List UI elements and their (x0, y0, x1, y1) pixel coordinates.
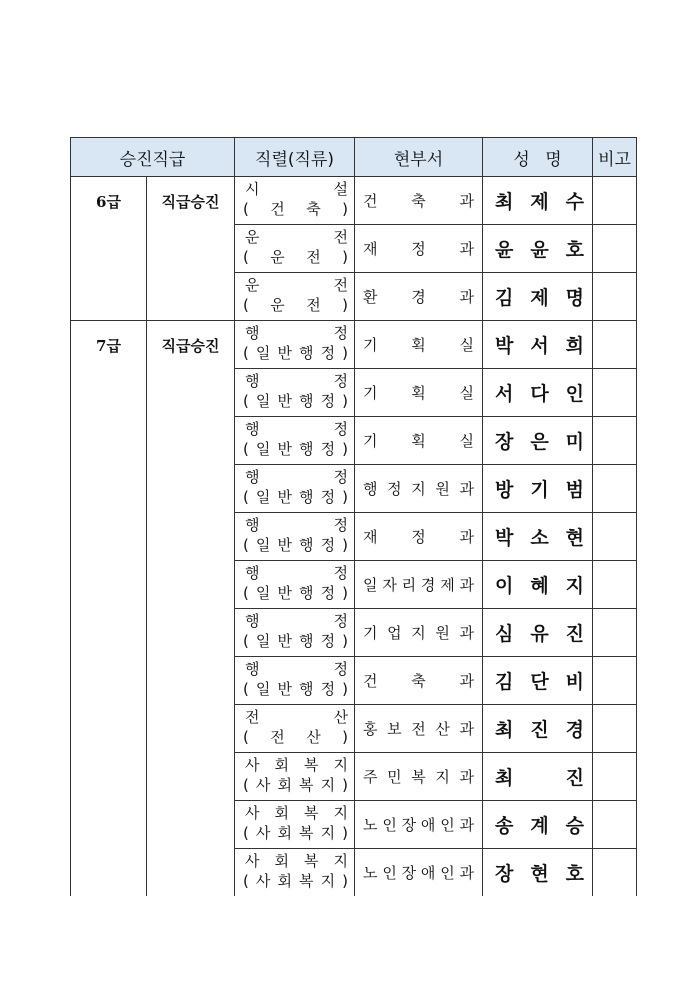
department-cell: 기 업 지 원 과 (355, 609, 483, 657)
series-cell (235, 465, 355, 513)
person-name-cell: 윤 윤 호 (483, 225, 593, 273)
header-note: 비고 (593, 138, 637, 177)
series-cell (235, 849, 355, 897)
department-cell: 환 경 과 (355, 273, 483, 321)
series-name: 행 정 (245, 660, 349, 678)
series-cell (235, 705, 355, 753)
series-name: 행 정 (245, 324, 349, 342)
series-subclass: ( 사 회 복 지 ) (243, 824, 349, 842)
grade-cell: 7급 (71, 321, 147, 897)
note-cell (593, 609, 637, 657)
department-cell: 행 정 지 원 과 (355, 465, 483, 513)
note-cell (593, 849, 637, 897)
promotion-type-cell: 직급승진 (147, 177, 235, 321)
series-cell (235, 561, 355, 609)
note-cell (593, 177, 637, 225)
person-name-cell: 송 계 승 (483, 801, 593, 849)
series-subclass: ( 사 회 복 지 ) (243, 776, 349, 794)
series-name: 사 회 복 지 (245, 756, 349, 774)
person-name-cell: 최 제 수 (483, 177, 593, 225)
grade-cell: 6급 (71, 177, 147, 321)
department-cell: 주 민 복 지 과 (355, 753, 483, 801)
series-subclass: ( 운 전 ) (243, 248, 349, 266)
series-subclass: ( 일 반 행 정 ) (243, 632, 349, 650)
person-name-cell: 김 제 명 (483, 273, 593, 321)
series-subclass: ( 일 반 행 정 ) (243, 536, 349, 554)
person-name-cell: 이 혜 지 (483, 561, 593, 609)
department-cell: 기 획 실 (355, 321, 483, 369)
person-name-cell: 서 다 인 (483, 369, 593, 417)
note-cell (593, 753, 637, 801)
series-cell (235, 753, 355, 801)
note-cell (593, 465, 637, 513)
note-cell (593, 801, 637, 849)
note-cell (593, 321, 637, 369)
header-grade: 승진직급 (71, 138, 235, 177)
series-subclass: ( 사 회 복 지 ) (243, 872, 349, 890)
header-row (71, 138, 637, 177)
series-name: 사 회 복 지 (245, 852, 349, 870)
series-cell (235, 273, 355, 321)
table-row (71, 321, 637, 369)
series-subclass: ( 일 반 행 정 ) (243, 584, 349, 602)
series-subclass: ( 일 반 행 정 ) (243, 344, 349, 362)
department-cell: 재 정 과 (355, 513, 483, 561)
series-name: 운 전 (245, 228, 349, 246)
promotion-table (70, 137, 637, 896)
person-name-cell: 김 단 비 (483, 657, 593, 705)
department-cell: 노 인 장 애 인 과 (355, 801, 483, 849)
series-cell (235, 609, 355, 657)
series-cell (235, 513, 355, 561)
person-name-cell: 최 진 (483, 753, 593, 801)
header-dept: 현부서 (355, 138, 483, 177)
promotion-type-cell: 직급승진 (147, 321, 235, 897)
table-body (71, 177, 637, 897)
note-cell (593, 273, 637, 321)
note-cell (593, 561, 637, 609)
series-subclass: ( 운 전 ) (243, 296, 349, 314)
department-cell: 일 자 리 경 제 과 (355, 561, 483, 609)
series-name: 행 정 (245, 372, 349, 390)
series-name: 시 설 (245, 180, 349, 198)
note-cell (593, 369, 637, 417)
series-cell (235, 177, 355, 225)
header-name: 성 명 (483, 138, 593, 177)
series-name: 전 산 (245, 708, 349, 726)
series-name: 행 정 (245, 420, 349, 438)
department-cell: 노 인 장 애 인 과 (355, 849, 483, 897)
department-cell: 재 정 과 (355, 225, 483, 273)
series-subclass: ( 일 반 행 정 ) (243, 680, 349, 698)
person-name-cell: 장 현 호 (483, 849, 593, 897)
department-cell: 기 획 실 (355, 417, 483, 465)
person-name-cell: 박 소 현 (483, 513, 593, 561)
series-name: 사 회 복 지 (245, 804, 349, 822)
department-cell: 홍 보 전 산 과 (355, 705, 483, 753)
note-cell (593, 657, 637, 705)
note-cell (593, 513, 637, 561)
person-name-cell: 방 기 범 (483, 465, 593, 513)
person-name-cell: 장 은 미 (483, 417, 593, 465)
series-cell (235, 321, 355, 369)
series-name: 행 정 (245, 612, 349, 630)
series-cell (235, 801, 355, 849)
series-name: 행 정 (245, 564, 349, 582)
note-cell (593, 705, 637, 753)
series-name: 행 정 (245, 468, 349, 486)
series-cell (235, 369, 355, 417)
series-subclass: ( 건 축 ) (243, 200, 349, 218)
person-name-cell: 최 진 경 (483, 705, 593, 753)
note-cell (593, 225, 637, 273)
series-cell (235, 657, 355, 705)
person-name-cell: 심 유 진 (483, 609, 593, 657)
series-cell (235, 417, 355, 465)
header-series: 직렬(직류) (235, 138, 355, 177)
department-cell: 건 축 과 (355, 177, 483, 225)
series-subclass: ( 일 반 행 정 ) (243, 488, 349, 506)
table-row (71, 177, 637, 225)
series-subclass: ( 일 반 행 정 ) (243, 392, 349, 410)
person-name-cell: 박 서 희 (483, 321, 593, 369)
series-subclass: ( 일 반 행 정 ) (243, 440, 349, 458)
note-cell (593, 417, 637, 465)
series-name: 행 정 (245, 516, 349, 534)
series-name: 운 전 (245, 276, 349, 294)
series-subclass: ( 전 산 ) (243, 728, 349, 746)
department-cell: 기 획 실 (355, 369, 483, 417)
series-cell (235, 225, 355, 273)
department-cell: 건 축 과 (355, 657, 483, 705)
